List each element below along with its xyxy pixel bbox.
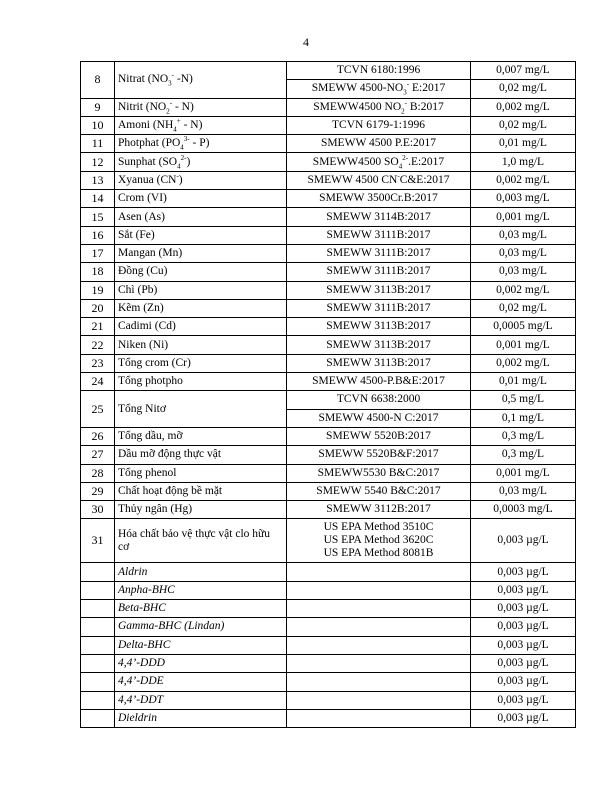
detection-limit: 0,03 mg/L: [471, 263, 576, 281]
page-number: 4: [303, 35, 309, 49]
row-number: 9: [81, 98, 115, 116]
analysis-method: SMEWW 4500-N C:2017: [287, 409, 471, 427]
detection-limit: 1,0 mg/L: [471, 153, 576, 171]
parameter-name: Sắt (Fe): [115, 226, 287, 244]
row-number: 29: [81, 482, 115, 500]
table-row: [81, 600, 576, 618]
detection-limit: 0,003 µg/L: [471, 618, 576, 636]
detection-limit: 0,02 mg/L: [471, 116, 576, 134]
analysis-method: SMEWW 3113B:2017: [287, 281, 471, 299]
detection-limit: 0,02 mg/L: [471, 80, 576, 98]
parameter-name: Tổng Nitơ: [115, 391, 287, 428]
analysis-method: SMEWW 3111B:2017: [287, 263, 471, 281]
table-row: [81, 427, 576, 445]
parameter-name: Tổng phenol: [115, 464, 287, 482]
row-number: 17: [81, 244, 115, 262]
table-row: [81, 98, 576, 116]
analysis-method: [287, 673, 471, 691]
table-row: [81, 62, 576, 80]
parameter-name: 4,4’-DDT: [115, 691, 287, 709]
analysis-method: SMEWW 3114B:2017: [287, 208, 471, 226]
analysis-method: SMEWW 3113B:2017: [287, 336, 471, 354]
parameter-name: Tổng crom (Cr): [115, 354, 287, 372]
table-row: [81, 281, 576, 299]
analysis-method: SMEWW 3500Cr.B:2017: [287, 190, 471, 208]
detection-limit: 0,0005 mg/L: [471, 318, 576, 336]
parameter-name: Crom (VI): [115, 190, 287, 208]
parameter-name: Đồng (Cu): [115, 263, 287, 281]
detection-limit: 0,003 µg/L: [471, 563, 576, 581]
detection-limit: 0,1 mg/L: [471, 409, 576, 427]
row-number: 14: [81, 190, 115, 208]
analysis-method: SMEWW 4500 P.E:2017: [287, 135, 471, 153]
table-row: [81, 318, 576, 336]
analysis-method: TCVN 6179-1:1996: [287, 116, 471, 134]
detection-limit: 0,02 mg/L: [471, 299, 576, 317]
row-number: [81, 691, 115, 709]
table-row: [81, 153, 576, 171]
table-row: [81, 208, 576, 226]
row-number: 24: [81, 373, 115, 391]
analysis-method: SMEWW5530 B&C:2017: [287, 464, 471, 482]
analysis-methods-table: [80, 61, 576, 728]
parameter-name: Nitrit $(NO_2^- - N)$: [115, 98, 287, 116]
detection-limit: 0,001 mg/L: [471, 208, 576, 226]
row-number: 20: [81, 299, 115, 317]
table-row: [81, 691, 576, 709]
table-row: [81, 709, 576, 727]
detection-limit: 0,003 mg/L: [471, 190, 576, 208]
detection-limit: 0,03 mg/L: [471, 482, 576, 500]
parameter-name: Kẽm (Zn): [115, 299, 287, 317]
table-row: [81, 519, 576, 563]
row-number: [81, 618, 115, 636]
detection-limit: 0,03 mg/L: [471, 244, 576, 262]
row-number: 23: [81, 354, 115, 372]
table-row: [81, 299, 576, 317]
row-number: 18: [81, 263, 115, 281]
parameter-name: Tổng dầu, mỡ: [115, 427, 287, 445]
row-number: 8: [81, 62, 115, 99]
detection-limit: 0,003 µg/L: [471, 654, 576, 672]
detection-limit: 0,01 mg/L: [471, 135, 576, 153]
detection-limit: 0,03 mg/L: [471, 226, 576, 244]
table-row: [81, 135, 576, 153]
table-row: [81, 636, 576, 654]
parameter-name: Chì (Pb): [115, 281, 287, 299]
parameter-name: 4,4’-DDE: [115, 673, 287, 691]
table-row: [81, 618, 576, 636]
row-number: 28: [81, 464, 115, 482]
parameter-name: Beta-BHC: [115, 600, 287, 618]
table-row: [81, 190, 576, 208]
row-number: [81, 709, 115, 727]
table-row: [81, 263, 576, 281]
table-row: [81, 563, 576, 581]
row-number: [81, 581, 115, 599]
analysis-method: [287, 581, 471, 599]
detection-limit: 0,01 mg/L: [471, 373, 576, 391]
table-row: [81, 391, 576, 409]
analysis-method: [287, 563, 471, 581]
table-row: [81, 581, 576, 599]
parameter-name: Dieldrin: [115, 709, 287, 727]
row-number: [81, 654, 115, 672]
row-number: 21: [81, 318, 115, 336]
analysis-method: US EPA Method 3510C US EPA Method 3620C US EPA Method 8081B: [287, 519, 471, 563]
table-row: [81, 373, 576, 391]
analysis-method: SMEWW 5520B:2017: [287, 427, 471, 445]
parameter-name: Asen (As): [115, 208, 287, 226]
analysis-method: SMEWW 5520B&F:2017: [287, 446, 471, 464]
parameter-name: Nitrat ($NO_3^-$ -N): [115, 62, 287, 99]
analysis-method: SMEWW 3113B:2017: [287, 354, 471, 372]
detection-limit: 0,001 mg/L: [471, 336, 576, 354]
detection-limit: 0,002 mg/L: [471, 98, 576, 116]
detection-limit: 0,002 mg/L: [471, 171, 576, 189]
row-number: 30: [81, 501, 115, 519]
table-row: [81, 336, 576, 354]
row-number: 15: [81, 208, 115, 226]
parameter-name: Tổng photpho: [115, 373, 287, 391]
detection-limit: 0,003 µg/L: [471, 673, 576, 691]
row-number: 22: [81, 336, 115, 354]
row-number: 11: [81, 135, 115, 153]
detection-limit: 0,003 µg/L: [471, 600, 576, 618]
table-body: [81, 62, 576, 728]
analysis-method: TCVN 6638:2000: [287, 391, 471, 409]
parameter-name: Chất hoạt động bề mặt: [115, 482, 287, 500]
parameter-name: Xyanua (CN-): [115, 171, 287, 189]
analysis-method: [287, 654, 471, 672]
table-row: [81, 171, 576, 189]
row-number: 31: [81, 519, 115, 563]
table-row: [81, 116, 576, 134]
row-number: 12: [81, 153, 115, 171]
analysis-method: SMEWW $4500-NO_3^-$ E:2017: [287, 80, 471, 98]
analysis-method: SMEWW 3112B:2017: [287, 501, 471, 519]
analysis-method: SMEWW 3111B:2017: [287, 244, 471, 262]
detection-limit: 0,003 µg/L: [471, 709, 576, 727]
table-row: [81, 464, 576, 482]
detection-limit: 0,003 µg/L: [471, 691, 576, 709]
row-number: [81, 600, 115, 618]
parameter-name: Cadimi (Cd): [115, 318, 287, 336]
parameter-name: Dầu mỡ động thực vật: [115, 446, 287, 464]
analysis-method: SMEWW 3111B:2017: [287, 226, 471, 244]
parameter-name: Amoni $(NH_4^+ - N)$: [115, 116, 287, 134]
detection-limit: 0,003 µg/L: [471, 581, 576, 599]
detection-limit: 0,3 mg/L: [471, 427, 576, 445]
row-number: 13: [81, 171, 115, 189]
detection-limit: 0,001 mg/L: [471, 464, 576, 482]
parameter-name: Gamma-BHC (Lindan): [115, 618, 287, 636]
parameter-name: Aldrin: [115, 563, 287, 581]
table-row: [81, 673, 576, 691]
row-number: [81, 563, 115, 581]
row-number: 10: [81, 116, 115, 134]
analysis-method: [287, 636, 471, 654]
analysis-method: [287, 709, 471, 727]
parameter-name: 4,4’-DDD: [115, 654, 287, 672]
analysis-method: SMEWW 5540 B&C:2017: [287, 482, 471, 500]
parameter-name: Sunphat $(SO_4^{2-})$: [115, 153, 287, 171]
analysis-method: TCVN 6180:1996: [287, 62, 471, 80]
detection-limit: 0,003 µg/L: [471, 636, 576, 654]
analysis-method: [287, 691, 471, 709]
analysis-method: SMEWW 3111B:2017: [287, 299, 471, 317]
table-row: [81, 226, 576, 244]
detection-limit: 0,002 mg/L: [471, 354, 576, 372]
row-number: 19: [81, 281, 115, 299]
row-number: [81, 673, 115, 691]
detection-limit: 0,003 µg/L: [471, 519, 576, 563]
table-row: [81, 446, 576, 464]
detection-limit: 0,0003 mg/L: [471, 501, 576, 519]
analysis-method: SMEWW 3113B:2017: [287, 318, 471, 336]
analysis-method: SMEWW 4500-P.B&E:2017: [287, 373, 471, 391]
parameter-name: Thủy ngân (Hg): [115, 501, 287, 519]
parameter-name: Photphat $(PO_4^{3-} - P)$: [115, 135, 287, 153]
table-row: [81, 501, 576, 519]
parameter-name: Niken (Ni): [115, 336, 287, 354]
detection-limit: 0,5 mg/L: [471, 391, 576, 409]
table-row: [81, 354, 576, 372]
row-number: 26: [81, 427, 115, 445]
row-number: [81, 636, 115, 654]
parameter-name: Anpha-BHC: [115, 581, 287, 599]
analysis-method: [287, 618, 471, 636]
detection-limit: 0,007 mg/L: [471, 62, 576, 80]
analysis-method: SMEWW 4500 CN-C&E:2017: [287, 171, 471, 189]
row-number: 16: [81, 226, 115, 244]
table-row: [81, 482, 576, 500]
analysis-method: [287, 600, 471, 618]
parameter-name: Hóa chất bảo vệ thực vật clo hữu cơ: [115, 519, 287, 563]
parameter-name: Mangan (Mn): [115, 244, 287, 262]
analysis-method: SMEWW4500 $NO_2^-$ B:2017: [287, 98, 471, 116]
table-row: [81, 244, 576, 262]
detection-limit: 0,3 mg/L: [471, 446, 576, 464]
table-row: [81, 654, 576, 672]
row-number: 25: [81, 391, 115, 428]
parameter-name: Delta-BHC: [115, 636, 287, 654]
row-number: 27: [81, 446, 115, 464]
detection-limit: 0,002 mg/L: [471, 281, 576, 299]
analysis-method: SMEWW4500 $SO_4^{2-}.E:2017$: [287, 153, 471, 171]
